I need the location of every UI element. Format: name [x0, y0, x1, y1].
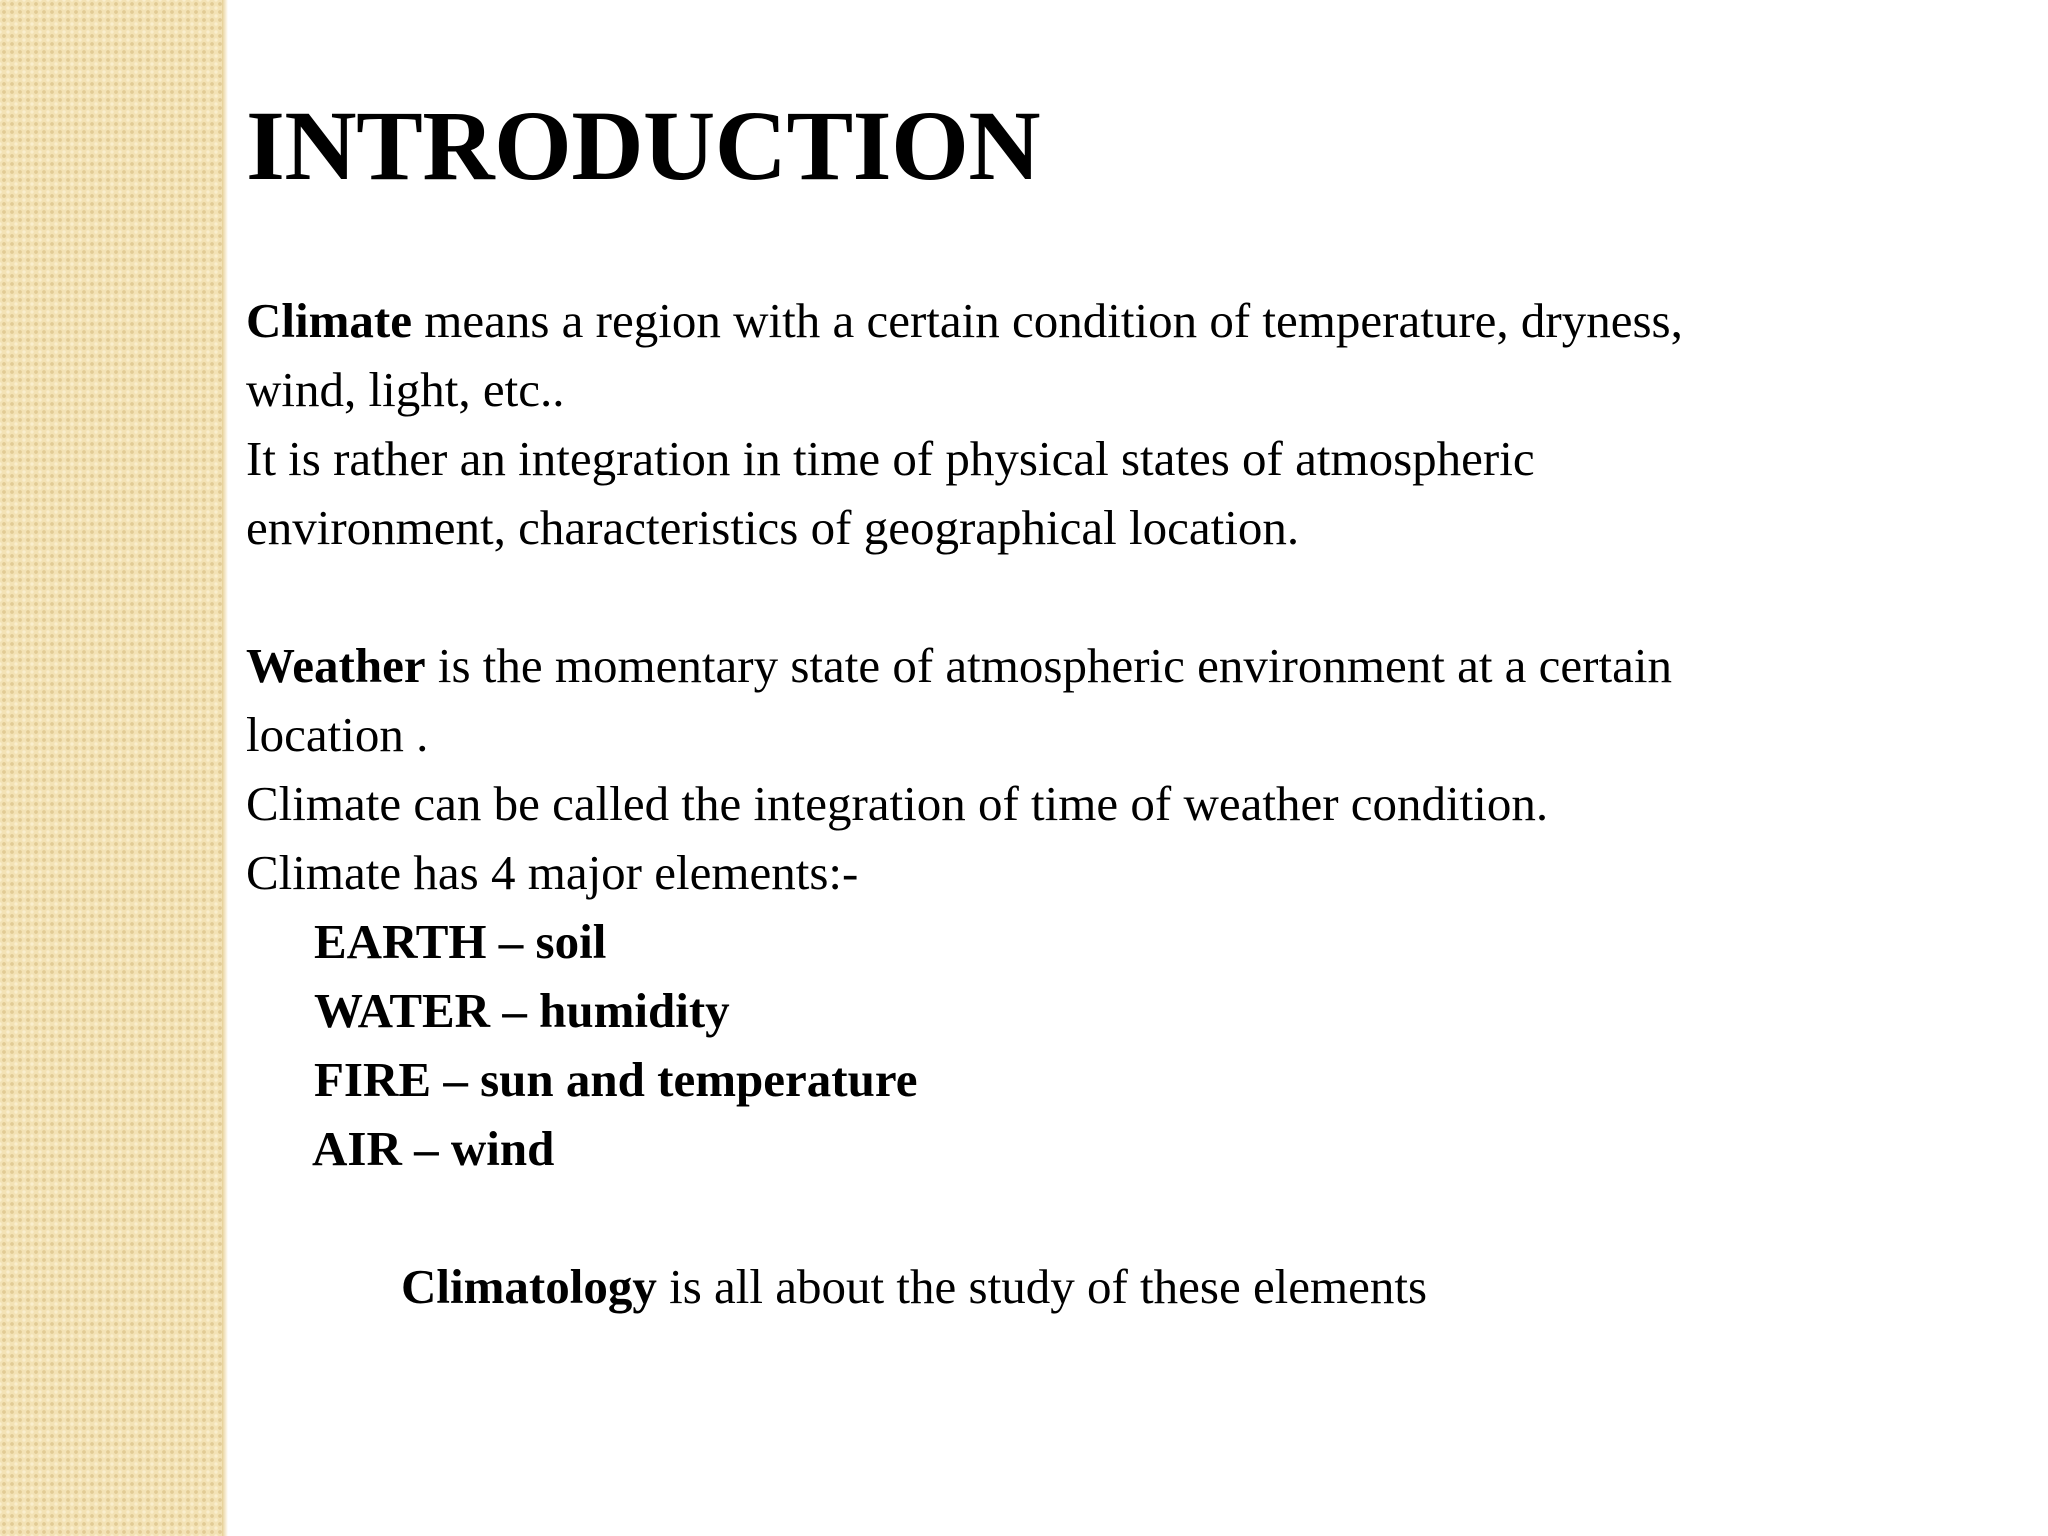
decorative-side-band — [0, 0, 226, 1536]
weather-definition-line-1 — [246, 631, 2006, 700]
climate-definition-text: means a region with a certain condition of temperature, dryness, — [412, 293, 1683, 348]
weather-definition-line-4: Climate has 4 major elements:- — [246, 845, 859, 900]
climate-definition-line-3: It is rather an integration in time of physical states of atmospheric — [246, 431, 1535, 486]
slide-body — [246, 286, 2006, 1321]
closing-text: is all about the study of these elements — [656, 1259, 1428, 1314]
climate-definition-line-4: environment, characteristics of geographical location. — [246, 500, 1300, 555]
weather-term: Weather — [246, 638, 426, 693]
slide-title: INTRODUCTION — [246, 90, 1041, 201]
weather-definition-line-2: location . — [246, 707, 429, 762]
paragraph-spacer — [246, 562, 2006, 631]
element-air: AIR – wind — [312, 1121, 555, 1176]
element-water: WATER – humidity — [314, 983, 730, 1038]
weather-definition-line-3: Climate can be called the integration of time of weather condition. — [246, 776, 1549, 831]
climate-term: Climate — [246, 293, 412, 348]
climate-definition-line-1 — [246, 286, 2006, 355]
weather-definition-text: is the momentary state of atmospheric environment at a certain — [425, 638, 1672, 693]
element-fire: FIRE – sun and temperature — [314, 1052, 918, 1107]
slide-content — [246, 0, 2006, 1536]
element-earth: EARTH – soil — [314, 914, 607, 969]
closing-statement — [246, 1252, 2006, 1321]
climatology-term: Climatology — [401, 1259, 657, 1314]
side-band-edge — [222, 0, 228, 1536]
climate-definition-line-2: wind, light, etc.. — [246, 362, 565, 417]
